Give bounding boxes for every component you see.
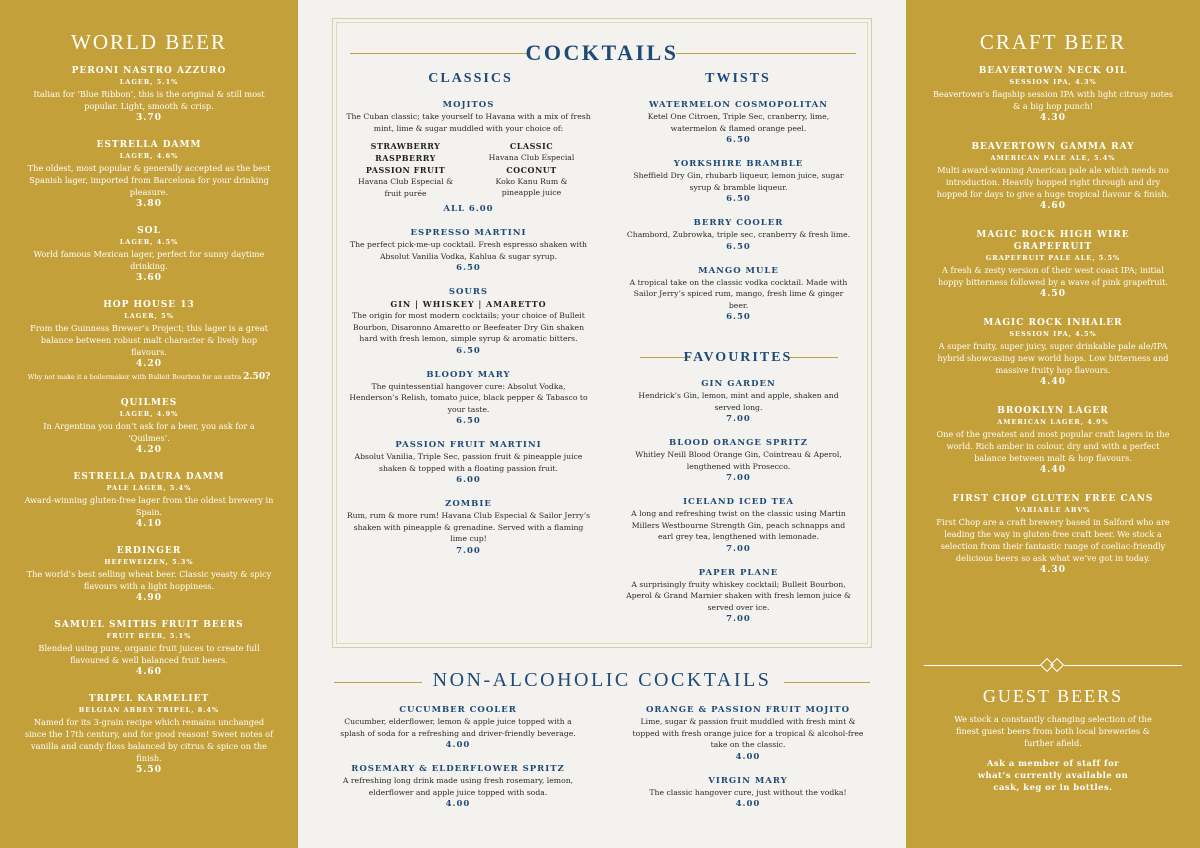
boilermaker-text: Why not make it a boilermaker with Bulleit Bourbon for an extra bbox=[27, 373, 242, 381]
mojito-options-fruit bbox=[356, 140, 456, 199]
cocktail-name: ICELAND ICED TEA bbox=[683, 497, 794, 507]
cocktail-name: BLOOD ORANGE SPRITZ bbox=[669, 438, 808, 448]
beer-price: 3.80 bbox=[136, 199, 162, 209]
beer-price: 4.30 bbox=[1040, 113, 1066, 123]
mojito-option: STRAWBERRY bbox=[370, 141, 441, 151]
cocktail-name: CUCUMBER COOLER bbox=[399, 705, 517, 715]
world-beer-column bbox=[0, 0, 298, 848]
cocktail-desc: Hendrick’s Gin, lemon, mint and apple, shaken and served long. bbox=[638, 391, 839, 412]
cocktails-panel bbox=[298, 0, 906, 848]
beer-item bbox=[8, 693, 290, 777]
beer-price: 3.60 bbox=[136, 273, 162, 283]
cocktail-item bbox=[630, 704, 866, 764]
beer-price: 4.30 bbox=[1040, 565, 1066, 575]
cocktail-price: 6.50 bbox=[726, 135, 751, 145]
beer-item bbox=[8, 545, 290, 605]
beer-name: HOP HOUSE 13 bbox=[103, 300, 195, 310]
cocktail-price: 4.00 bbox=[445, 799, 471, 809]
beer-item bbox=[8, 471, 290, 531]
cocktails-title: COCKTAILS bbox=[525, 40, 679, 65]
cocktail-desc: The Cuban classic; take yourself to Havana with a mix of fresh mint, lime & sugar muddled with your choice of: bbox=[346, 112, 591, 133]
beer-style: PALE LAGER, 5.4% bbox=[106, 484, 192, 492]
cocktail-name: GIN GARDEN bbox=[701, 379, 776, 389]
beer-price: 4.40 bbox=[1040, 377, 1066, 387]
cocktail-item bbox=[346, 99, 591, 216]
guest-divider-right bbox=[1064, 665, 1182, 666]
beer-desc: From the Guinness Brewer’s Project; this lager is a great balance between robust malt character & lively hop flavours. bbox=[30, 323, 268, 357]
cocktail-name: ORANGE & PASSION FRUIT MOJITO bbox=[645, 705, 851, 715]
cocktail-price: 4.00 bbox=[735, 799, 761, 809]
beer-price: 4.20 bbox=[136, 359, 162, 369]
cocktail-desc: A refreshing long drink made using fresh rosemary, lemon, elderflower and apple juice topped with soda. bbox=[342, 776, 574, 797]
cocktail-name: MANGO MULE bbox=[698, 265, 779, 276]
cocktail-desc: A surprisingly fruity whiskey cocktail; Bulleit Bourbon, Aperol & Grand Marnier shaken with fresh lemon juice & served over ice. bbox=[626, 579, 851, 612]
favourites-heading: FAVOURITES bbox=[683, 350, 793, 365]
cocktail-name: YORKSHIRE BRAMBLE bbox=[673, 159, 804, 169]
cocktail-name: WATERMELON COSMOPOLITAN bbox=[648, 100, 829, 110]
cocktail-desc: Rum, rum & more rum! Havana Club Especial & Sailor Jerry’s shaken with pineapple & grenadine. Served with a flaming lime cup! bbox=[346, 511, 591, 543]
cocktail-item bbox=[346, 286, 591, 358]
beer-desc: A super fruity, super juicy, super drinkable pale ale/IPA hybrid showcasing new world hops. Low bitterness and massive fruity hop flavours. bbox=[937, 341, 1169, 375]
cocktail-item bbox=[338, 763, 578, 811]
beer-item bbox=[914, 405, 1192, 477]
cocktail-item bbox=[630, 775, 866, 812]
beer-style: BELGIAN ABBEY TRIPEL, 8.4% bbox=[78, 706, 220, 714]
beer-name: MAGIC ROCK INHALER bbox=[983, 318, 1123, 328]
cocktail-item bbox=[346, 498, 591, 558]
beer-desc: Multi award-winning American pale ale which needs no introduction. Heavily hopped right through and dry hopped for days to give a huge tropical flavour & finish. bbox=[936, 165, 1170, 199]
cocktail-name: ROSEMARY & ELDERFLOWER SPRITZ bbox=[351, 764, 565, 774]
beer-style: HEFEWEIZEN, 5.3% bbox=[104, 558, 194, 566]
cocktail-item bbox=[626, 99, 851, 147]
classics-column bbox=[346, 99, 591, 569]
divider-diamond-icon bbox=[1050, 658, 1064, 672]
beer-desc: Italian for ‘Blue Ribbon’, this is the original & still most popular. Light, smooth & crisp. bbox=[33, 89, 265, 111]
mojito-option: COCONUT bbox=[506, 164, 557, 175]
cocktail-name: ESPRESSO MARTINI bbox=[410, 228, 527, 238]
beer-style: FRUIT BEER, 5.1% bbox=[106, 632, 192, 640]
beer-name: ESTRELLA DAURA DAMM bbox=[73, 472, 225, 482]
mojito-option: PASSION FRUIT bbox=[365, 165, 446, 175]
cocktail-desc: The quintessential hangover cure: Absolut Vodka, Henderson’s Relish, tomato juice, black pepper & Tabasco to your taste. bbox=[349, 381, 588, 414]
mojito-option: CLASSIC bbox=[509, 141, 554, 151]
craft-beer-title: CRAFT BEER bbox=[979, 30, 1127, 54]
cocktail-item bbox=[626, 265, 851, 325]
beer-price: 5.50 bbox=[136, 765, 162, 775]
beer-price: 4.50 bbox=[1040, 289, 1066, 299]
mojito-option-sub: Havana Club Especial bbox=[488, 153, 575, 162]
cocktail-price: 6.00 bbox=[456, 475, 481, 485]
cocktail-desc: Whitley Neill Blood Orange Gin, Cointreau & Aperol, lengthened with Prosecco. bbox=[635, 450, 842, 471]
beer-style: SESSION IPA, 4.5% bbox=[1009, 330, 1097, 338]
beer-name: FIRST CHOP GLUTEN FREE CANS bbox=[952, 494, 1154, 504]
cocktail-item bbox=[626, 217, 851, 254]
cocktail-price: 6.50 bbox=[726, 312, 751, 322]
cocktail-item bbox=[626, 158, 851, 206]
cocktail-desc: Chambord, Zubrowka, triple sec, cranberry & fresh lime. bbox=[626, 230, 851, 239]
beer-style: LAGER, 4.5% bbox=[119, 238, 179, 246]
cocktail-price: 6.50 bbox=[456, 416, 481, 426]
beer-name: BEAVERTOWN NECK OIL bbox=[978, 66, 1128, 76]
beer-name: SOL bbox=[137, 226, 161, 236]
cocktail-item bbox=[626, 378, 851, 426]
cocktail-desc: Lime, sugar & passion fruit muddled with fresh mint & topped with fresh orange juice for a tropical & alcohol-free take on the classic. bbox=[632, 717, 864, 749]
beer-desc: First Chop are a craft brewery based in Salford who are leading the way in gluten-free craft beer. We stock a selection from their fantastic range of coeliac-friendly delicious beers so ask what we’ve got in today. bbox=[936, 517, 1170, 563]
guest-divider-left bbox=[924, 665, 1042, 666]
beer-style: AMERICAN LAGER, 4.9% bbox=[997, 418, 1109, 426]
beer-item bbox=[914, 229, 1192, 301]
cocktail-desc: Sheffield Dry Gin, rhubarb liqueur, lemon juice, sugar syrup & bramble liqueur. bbox=[633, 171, 844, 192]
beer-item bbox=[8, 397, 290, 457]
beer-name: QUILMES bbox=[120, 398, 178, 408]
cocktail-desc: The perfect pick-me-up cocktail. Fresh espresso shaken with Absolut Vanilia Vodka, Kahlua & sugar syrup. bbox=[349, 240, 588, 261]
beer-style: LAGER, 5% bbox=[124, 312, 174, 320]
cocktail-price: 6.50 bbox=[726, 194, 751, 204]
beer-desc: The world’s best selling wheat beer. Classic yeasty & spicy flavours with a light hoppiness. bbox=[26, 569, 272, 591]
beer-item bbox=[8, 299, 290, 383]
cocktail-price: 7.00 bbox=[456, 545, 481, 556]
cocktail-price: 7.00 bbox=[726, 543, 751, 554]
cocktail-price: 7.00 bbox=[726, 414, 751, 424]
cocktail-desc: The classic hangover cure, just without the vodka! bbox=[649, 787, 847, 797]
craft-beer-column bbox=[906, 0, 1200, 848]
beer-style: LAGER, 4.6% bbox=[119, 152, 179, 160]
beer-item bbox=[914, 65, 1192, 125]
cocktail-price: 4.00 bbox=[735, 751, 761, 762]
cocktail-name: BLOODY MARY bbox=[426, 369, 511, 380]
beer-name: SAMUEL SMITHS FRUIT BEERS bbox=[54, 620, 244, 630]
beer-price: 4.90 bbox=[136, 593, 162, 603]
beer-desc: World famous Mexican lager, perfect for sunny daytime drinking. bbox=[33, 249, 265, 271]
cocktail-name: MOJITOS bbox=[442, 100, 495, 110]
sours-options: GIN | WHISKEY | AMARETTO bbox=[390, 299, 547, 309]
beer-desc: In Argentina you don’t ask for a beer, you ask for a ‘Quilmes’. bbox=[43, 421, 255, 443]
cocktail-desc: The origin for most modern cocktails; your choice of Bulleit Bourbon, Disaronno Amaretto or Beefeater Dry Gin shaken hard with fresh lemon, simple syrup & aromatic bitters. bbox=[352, 311, 585, 343]
guest-beers-desc: We stock a constantly changing selection of the finest guest beers from both local breweries & further afield. bbox=[954, 714, 1152, 748]
cocktail-desc: A long and refreshing twist on the classic using Martin Millers Westbourne Strength Gin, peach schnapps and earl grey tea, lengthened with lemonade. bbox=[631, 509, 846, 541]
beer-price: 4.40 bbox=[1040, 465, 1066, 475]
cocktail-item bbox=[626, 437, 851, 485]
mojito-option-sub: Koko Kanu Rum & pineapple juice bbox=[495, 176, 568, 197]
cocktail-item bbox=[346, 439, 591, 487]
beer-item bbox=[914, 141, 1192, 213]
favourites-column bbox=[626, 378, 851, 637]
cocktail-name: SOURS bbox=[448, 287, 489, 297]
beer-name: ERDINGER bbox=[116, 546, 182, 556]
beer-price: 4.20 bbox=[136, 445, 162, 455]
beer-desc: One of the greatest and most popular craft lagers in the world. Rich amber in colour, dry and with a perfect balance between malt & hop flavours. bbox=[936, 429, 1170, 463]
mojito-option: RASPBERRY bbox=[375, 153, 436, 163]
beer-name: TRIPEL KARMELIET bbox=[88, 694, 210, 704]
beer-name: PERONI NASTRO AZZURO bbox=[71, 66, 227, 76]
cocktail-name: PAPER PLANE bbox=[698, 567, 779, 578]
beer-desc: Award-winning gluten-free lager from the oldest brewery in Spain. bbox=[24, 495, 274, 517]
beer-item bbox=[8, 619, 290, 679]
beer-desc: Blended using pure, organic fruit juices to create full flavoured & well balanced fruit beers. bbox=[38, 643, 260, 665]
beer-price: 4.60 bbox=[1040, 201, 1066, 211]
cocktail-item bbox=[626, 567, 851, 627]
boilermaker-note bbox=[8, 371, 290, 383]
cocktail-name: BERRY COOLER bbox=[693, 218, 784, 228]
na-right-column bbox=[630, 704, 866, 822]
mojito-option-sub: Havana Club Especial & fruit purée bbox=[358, 177, 453, 198]
world-beer-title: WORLD BEER bbox=[71, 30, 227, 54]
cocktail-desc: A tropical take on the classic vodka cocktail. Made with Sailor Jerry’s spiced rum, mango, fresh lime & ginger beer. bbox=[629, 277, 848, 310]
cocktail-price: ALL 6.00 bbox=[443, 204, 494, 214]
beer-style: SESSION IPA, 4.3% bbox=[1009, 78, 1097, 86]
beer-item bbox=[914, 493, 1192, 577]
guest-beers-title: GUEST BEERS bbox=[982, 686, 1124, 706]
guest-beers-section bbox=[906, 684, 1200, 793]
beer-name: MAGIC ROCK HIGH WIRE GRAPEFRUIT bbox=[976, 230, 1130, 252]
beer-price: 4.60 bbox=[136, 667, 162, 677]
beer-desc: Named for its 3-grain recipe which remains unchanged since the 17th century, and for good reason! Sweet notes of vanilla and candy floss balanced by citrus & spice on the finish. bbox=[24, 717, 274, 763]
non-alcoholic-title: NON-ALCOHOLIC COCKTAILS bbox=[432, 669, 772, 691]
twists-heading: TWISTS bbox=[705, 71, 771, 86]
beer-style: GRAPEFRUIT PALE ALE, 5.5% bbox=[985, 254, 1121, 262]
cocktail-desc: Ketel One Citroen, Triple Sec, cranberry, lime, watermelon & flamed orange peel. bbox=[647, 112, 830, 133]
cocktail-name: PASSION FRUIT MARTINI bbox=[395, 440, 542, 450]
cocktail-price: 4.00 bbox=[445, 740, 471, 750]
mojito-options bbox=[346, 140, 591, 199]
cocktail-price: 6.50 bbox=[456, 345, 481, 356]
beer-price: 4.10 bbox=[136, 519, 162, 529]
boilermaker-price: 2.50? bbox=[243, 372, 271, 382]
beer-desc: The oldest, most popular & generally accepted as the best Spanish lager, imported from Barcelona for your drinking pleasure. bbox=[27, 163, 271, 197]
cocktail-name: VIRGIN MARY bbox=[708, 775, 788, 786]
cocktail-price: 6.50 bbox=[726, 241, 751, 252]
beer-item bbox=[8, 225, 290, 285]
na-left-column bbox=[338, 704, 578, 822]
cocktail-item bbox=[346, 369, 591, 429]
beer-style: VARIABLE ABV% bbox=[1015, 506, 1091, 514]
twists-column bbox=[626, 99, 851, 335]
beer-name: BEAVERTOWN GAMMA RAY bbox=[971, 142, 1135, 152]
beer-item bbox=[914, 317, 1192, 389]
cocktail-name: ZOMBIE bbox=[445, 499, 492, 509]
beer-name: BROOKLYN LAGER bbox=[997, 406, 1109, 416]
beer-desc: Beavertown’s flagship session IPA with light citrusy notes & a big hop punch! bbox=[932, 89, 1174, 111]
beer-item bbox=[8, 65, 290, 125]
cocktail-item bbox=[346, 227, 591, 275]
cocktail-price: 7.00 bbox=[726, 614, 751, 624]
beer-item bbox=[8, 139, 290, 211]
cocktail-desc: Cucumber, elderflower, lemon & apple juice topped with a splash of soda for a refreshing and driver-friendly beverage. bbox=[340, 717, 576, 738]
beer-style: AMERICAN PALE ALE, 5.4% bbox=[990, 154, 1116, 162]
guest-beers-ask: Ask a member of staff for what’s currently available on cask, keg or in bottles. bbox=[977, 758, 1129, 792]
cocktail-item bbox=[626, 496, 851, 556]
cocktail-price: 6.50 bbox=[456, 263, 481, 273]
beer-style: LAGER, 5.1% bbox=[119, 78, 179, 86]
cocktail-price: 7.00 bbox=[726, 473, 751, 483]
cocktail-item bbox=[338, 704, 578, 752]
beer-desc: A fresh & zesty version of their west coast IPA; initial hoppy bitterness followed by a wave of pink grapefruit. bbox=[937, 265, 1169, 287]
classics-heading: CLASSICS bbox=[428, 71, 513, 86]
beer-style: LAGER, 4.9% bbox=[119, 410, 179, 418]
beer-price: 3.70 bbox=[136, 113, 162, 123]
beer-name: ESTRELLA DAMM bbox=[96, 140, 202, 150]
cocktail-desc: Absolut Vanilia, Triple Sec, passion fruit & pineapple juice shaken & topped with a floating passion fruit. bbox=[354, 452, 583, 473]
mojito-options-other bbox=[482, 140, 582, 199]
